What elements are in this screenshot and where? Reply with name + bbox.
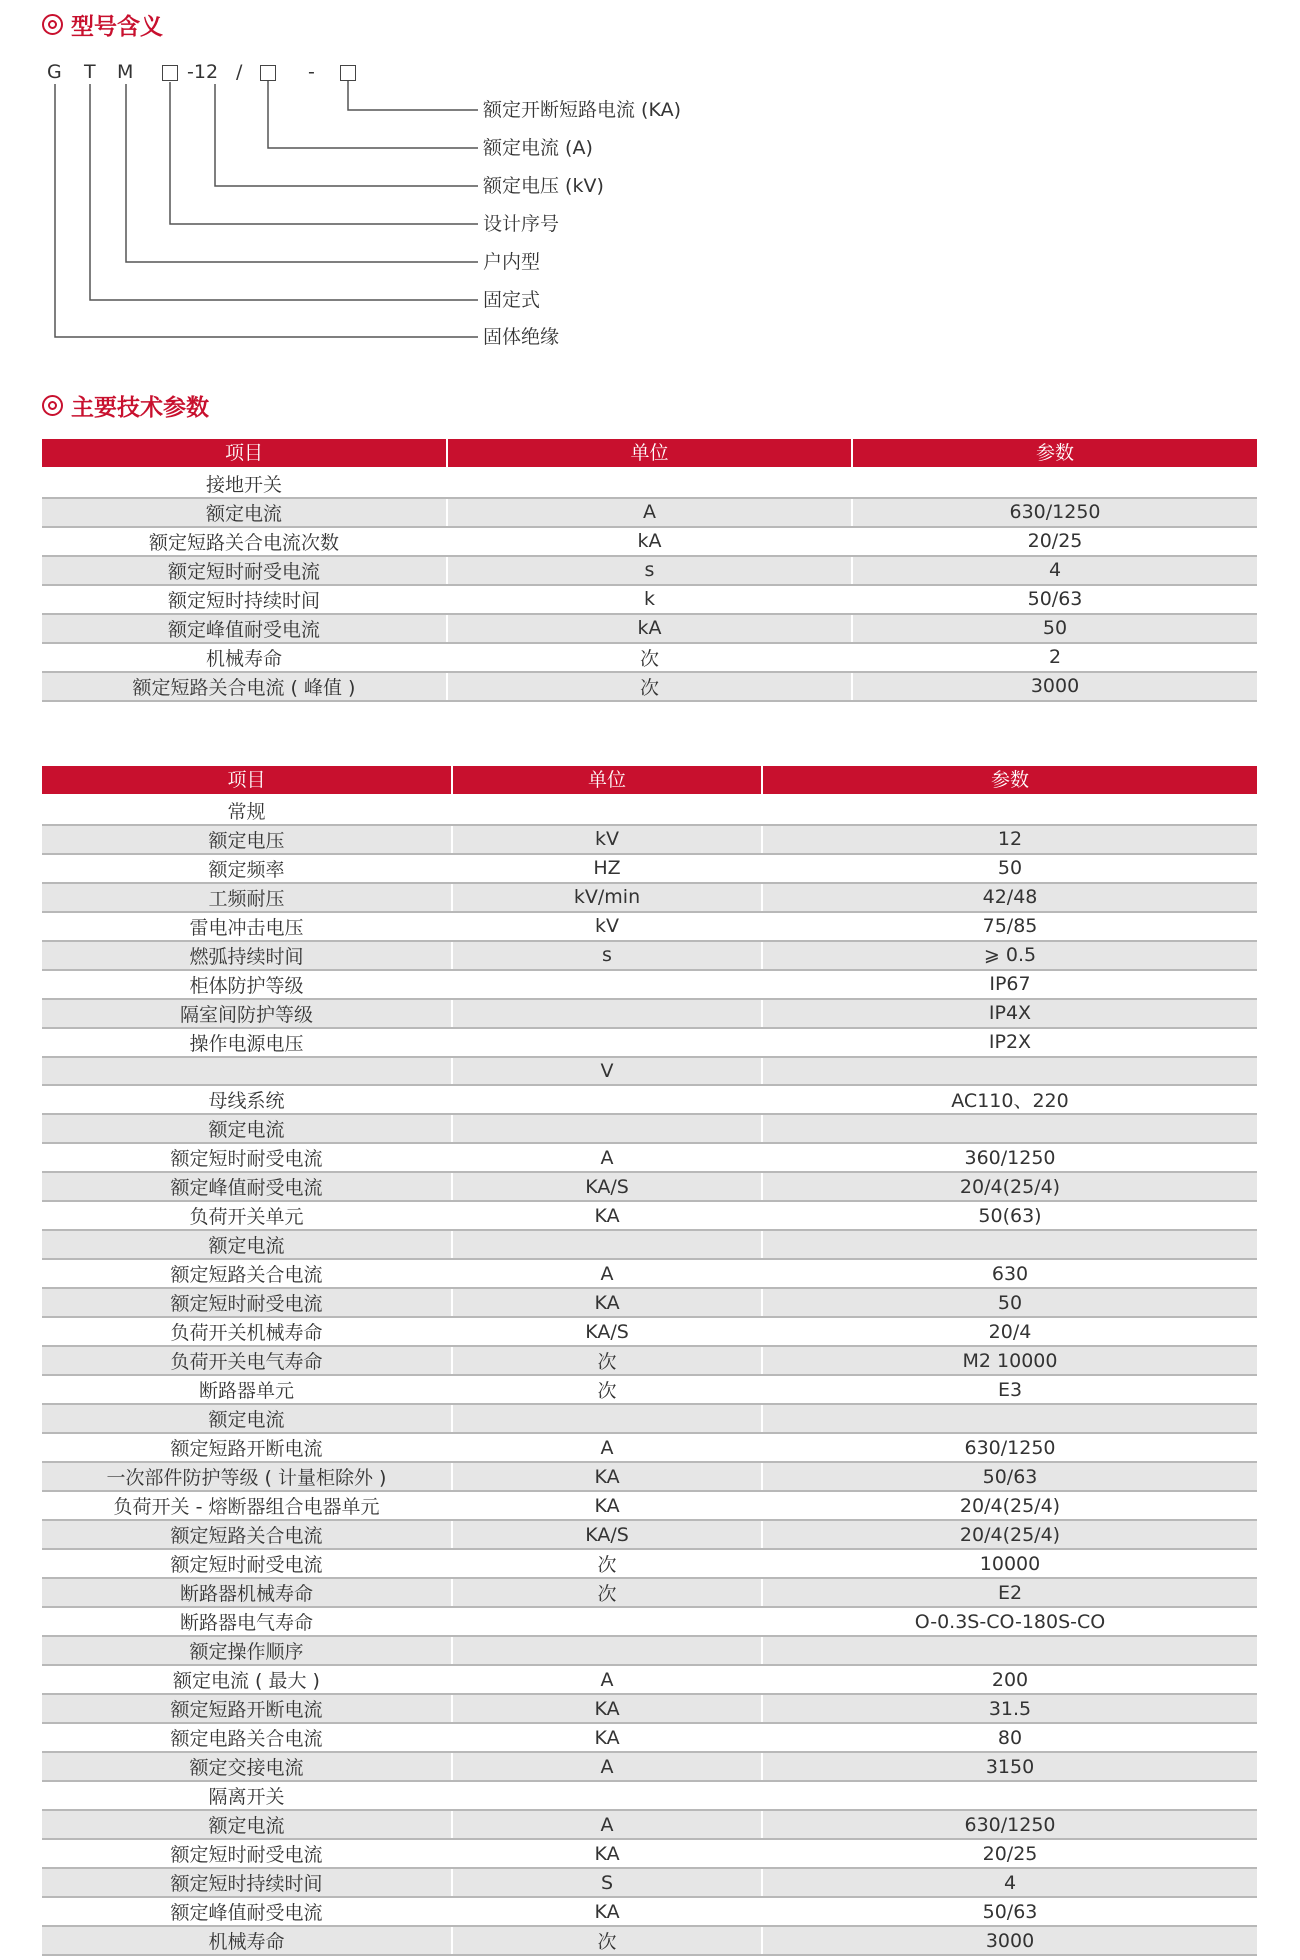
meaning-label-2: 额定电流 (A) [483,137,593,159]
cell-param [762,1057,1257,1086]
cell-param: 80 [762,1723,1257,1752]
cell-unit: kV [452,825,762,854]
cell-item: 断路器电气寿命 [42,1607,452,1636]
cell-unit: A [452,1143,762,1172]
cell-param [762,1404,1257,1433]
section-title-text: 型号含义 [71,13,163,40]
table-row [42,1665,1257,1694]
code-char-g: G [47,61,62,83]
cell-item: 额定电流 [42,498,447,527]
cell-item: 隔室间防护等级 [42,999,452,1028]
table-row [42,854,1257,883]
cell-param: 50(63) [762,1201,1257,1230]
table-row [42,1346,1257,1375]
code-char-slash: / [236,61,243,83]
table-body [42,795,1257,1955]
code-placeholder-box-3 [340,65,356,81]
cell-item: 接地开关 [42,468,447,498]
cell-unit [452,1114,762,1143]
cell-unit: KA [452,1491,762,1520]
table-row [42,883,1257,912]
cell-param: 20/25 [852,527,1257,556]
cell-item: 额定短时持续时间 [42,1868,452,1897]
cell-param: 4 [852,556,1257,585]
cell-unit: 次 [452,1346,762,1375]
meaning-label-6: 固定式 [483,289,541,311]
cell-unit: S [452,1868,762,1897]
table-row [42,1810,1257,1839]
cell-unit [447,468,852,498]
cell-item: 负荷开关单元 [42,1201,452,1230]
cell-param: 20/4(25/4) [762,1491,1257,1520]
cell-unit [452,1085,762,1114]
table-row [42,1752,1257,1781]
connector-line-4 [170,82,478,224]
cell-unit: A [452,1433,762,1462]
cell-unit: kV [452,912,762,941]
cell-item: 额定短时耐受电流 [42,1839,452,1868]
cell-item: 常规 [42,795,452,825]
cell-item: 额定短路开断电流 [42,1694,452,1723]
table-row [42,556,1257,585]
section-title-text: 主要技术参数 [71,394,209,421]
cell-unit: KA/S [452,1520,762,1549]
table-row [42,1230,1257,1259]
cell-param: 20/25 [762,1839,1257,1868]
cell-param: E2 [762,1578,1257,1607]
cell-item: 额定电流 [42,1114,452,1143]
code-char-voltage: -12 [187,61,219,83]
cell-unit: KA [452,1462,762,1491]
header-item: 项目 [42,766,452,795]
cell-param: 200 [762,1665,1257,1694]
table-row [42,1926,1257,1955]
cell-unit: 次 [452,1375,762,1404]
cell-param: 20/4 [762,1317,1257,1346]
double-circle-icon [42,395,63,416]
table-row [42,941,1257,970]
cell-param: 3150 [762,1752,1257,1781]
cell-unit: A [452,1665,762,1694]
cell-item: 负荷开关 - 熔断器组合电器单元 [42,1491,452,1520]
cell-item: 隔离开关 [42,1781,452,1810]
cell-param: M2 10000 [762,1346,1257,1375]
code-char-t: T [84,61,96,83]
spec-table-earthing-switch [42,439,1257,702]
cell-param: 50 [852,614,1257,643]
table-row [42,1520,1257,1549]
cell-item: 额定短时耐受电流 [42,1288,452,1317]
table-row [42,1868,1257,1897]
header-unit: 单位 [452,766,762,795]
connector-line-3 [215,84,478,186]
cell-unit: s [447,556,852,585]
cell-param: AC110、220 [762,1085,1257,1114]
meaning-label-4: 设计序号 [483,213,560,235]
table-row [42,1694,1257,1723]
cell-item: 负荷开关机械寿命 [42,1317,452,1346]
cell-unit: HZ [452,854,762,883]
cell-param: 31.5 [762,1694,1257,1723]
cell-item: 额定短时耐受电流 [42,556,447,585]
table-row [42,1085,1257,1114]
diagram-connector-lines [0,0,1300,360]
table-row [42,970,1257,999]
cell-item: 额定电流 [42,1230,452,1259]
cell-param: 75/85 [762,912,1257,941]
table-row [42,1462,1257,1491]
table-row [42,1259,1257,1288]
cell-unit: A [447,498,852,527]
table-header-row [42,439,1257,468]
cell-unit: A [452,1752,762,1781]
cell-item: 机械寿命 [42,1926,452,1955]
table-row [42,527,1257,556]
table-row [42,1578,1257,1607]
cell-item: 额定操作顺序 [42,1636,452,1665]
cell-param: 3000 [852,672,1257,701]
cell-item: 额定交接电流 [42,1752,452,1781]
cell-item: 燃弧持续时间 [42,941,452,970]
cell-unit [452,1028,762,1057]
cell-param: O-0.3S-CO-180S-CO [762,1607,1257,1636]
cell-unit: KA/S [452,1317,762,1346]
table-row [42,1317,1257,1346]
cell-unit [452,1230,762,1259]
code-char-dash: - [308,61,315,83]
cell-unit [452,795,762,825]
table-row [42,1723,1257,1752]
cell-param: IP2X [762,1028,1257,1057]
code-char-m: M [117,61,134,83]
cell-param: 630/1250 [852,498,1257,527]
cell-unit: KA/S [452,1172,762,1201]
cell-unit: 次 [452,1578,762,1607]
cell-unit: kA [447,527,852,556]
cell-param: 630 [762,1259,1257,1288]
cell-param [852,468,1257,498]
cell-param: 630/1250 [762,1433,1257,1462]
table-row [42,1433,1257,1462]
cell-param: 3000 [762,1926,1257,1955]
table-header-row [42,766,1257,795]
cell-item: 一次部件防护等级 ( 计量柜除外 ) [42,1462,452,1491]
cell-param: IP67 [762,970,1257,999]
model-code-diagram [0,0,1300,360]
cell-unit [452,999,762,1028]
cell-unit: 次 [452,1926,762,1955]
cell-unit [452,1404,762,1433]
cell-item: 额定短路开断电流 [42,1433,452,1462]
section-title-tech-params [42,389,209,421]
spec-table-general [42,766,1257,1956]
cell-item: 负荷开关电气寿命 [42,1346,452,1375]
cell-unit [452,1636,762,1665]
cell-item: 断路器机械寿命 [42,1578,452,1607]
cell-param: 10000 [762,1549,1257,1578]
meaning-label-5: 户内型 [483,251,541,273]
table-row [42,585,1257,614]
cell-item: 柜体防护等级 [42,970,452,999]
cell-param: E3 [762,1375,1257,1404]
table-row [42,825,1257,854]
cell-unit: KA [452,1897,762,1926]
cell-unit: kV/min [452,883,762,912]
table-row [42,1114,1257,1143]
cell-param: 50/63 [762,1897,1257,1926]
meaning-label-7: 固体绝缘 [483,326,560,348]
code-placeholder-box-2 [260,65,276,81]
cell-unit: kA [447,614,852,643]
table-row [42,643,1257,672]
cell-item: 额定峰值耐受电流 [42,1172,452,1201]
cell-item: 额定短路关合电流 [42,1520,452,1549]
table-row [42,1172,1257,1201]
cell-param: 50/63 [852,585,1257,614]
cell-unit: 次 [447,643,852,672]
cell-unit [452,1781,762,1810]
cell-item: 工频耐压 [42,883,452,912]
cell-item: 额定电路关合电流 [42,1723,452,1752]
header-param: 参数 [762,766,1257,795]
table-row [42,1781,1257,1810]
cell-unit: A [452,1259,762,1288]
cell-item [42,1057,452,1086]
cell-param: ⩾ 0.5 [762,941,1257,970]
cell-param: 4 [762,1868,1257,1897]
connector-line-1 [348,80,478,110]
cell-param [762,1114,1257,1143]
meaning-label-1: 额定开断短路电流 (KA) [483,99,681,121]
cell-item: 操作电源电压 [42,1028,452,1057]
cell-item: 额定短时耐受电流 [42,1143,452,1172]
cell-param [762,1781,1257,1810]
cell-item: 额定短路关合电流次数 [42,527,447,556]
cell-item: 额定短路关合电流 ( 峰值 ) [42,672,447,701]
cell-param: 360/1250 [762,1143,1257,1172]
table-row [42,999,1257,1028]
meaning-label-3: 额定电压 (kV) [483,175,604,197]
cell-param: 50/63 [762,1462,1257,1491]
table-row [42,498,1257,527]
table-row [42,1404,1257,1433]
table-row [42,614,1257,643]
table-row [42,1028,1257,1057]
connector-line-7 [55,84,478,337]
cell-unit: 次 [452,1549,762,1578]
cell-unit: V [452,1057,762,1086]
table-row [42,1288,1257,1317]
cell-unit [452,970,762,999]
table-row [42,672,1257,701]
cell-unit: A [452,1810,762,1839]
connector-line-6 [90,84,478,300]
header-item: 项目 [42,439,447,468]
table-row [42,1897,1257,1926]
table-row [42,1057,1257,1086]
cell-item: 额定频率 [42,854,452,883]
cell-item: 额定电压 [42,825,452,854]
cell-item: 机械寿命 [42,643,447,672]
header-param: 参数 [852,439,1257,468]
table-row [42,1201,1257,1230]
cell-unit: KA [452,1723,762,1752]
cell-unit: s [452,941,762,970]
cell-item: 额定短时持续时间 [42,585,447,614]
cell-unit: k [447,585,852,614]
header-unit: 单位 [447,439,852,468]
cell-item: 额定短时耐受电流 [42,1549,452,1578]
cell-unit: 次 [447,672,852,701]
cell-param: 2 [852,643,1257,672]
cell-item: 额定电流 [42,1810,452,1839]
table-row [42,1143,1257,1172]
table-row [42,468,1257,498]
cell-item: 额定峰值耐受电流 [42,1897,452,1926]
cell-item: 雷电冲击电压 [42,912,452,941]
cell-param: IP4X [762,999,1257,1028]
cell-item: 断路器单元 [42,1375,452,1404]
cell-param: 20/4(25/4) [762,1520,1257,1549]
cell-param: 42/48 [762,883,1257,912]
cell-param [762,795,1257,825]
cell-param: 630/1250 [762,1810,1257,1839]
table-row [42,1839,1257,1868]
table-row [42,912,1257,941]
table-row [42,1549,1257,1578]
table-row [42,1375,1257,1404]
cell-item: 额定峰值耐受电流 [42,614,447,643]
cell-item: 母线系统 [42,1085,452,1114]
table-row [42,1607,1257,1636]
cell-param [762,1230,1257,1259]
code-placeholder-box-1 [162,65,178,81]
table-row [42,1636,1257,1665]
cell-unit: KA [452,1288,762,1317]
cell-item: 额定电流 [42,1404,452,1433]
table-body [42,468,1257,701]
cell-param [762,1636,1257,1665]
cell-param: 12 [762,825,1257,854]
cell-item: 额定电流 ( 最大 ) [42,1665,452,1694]
cell-param: 50 [762,1288,1257,1317]
cell-unit: KA [452,1839,762,1868]
cell-unit [452,1607,762,1636]
cell-unit: KA [452,1694,762,1723]
table-row [42,1491,1257,1520]
cell-item: 额定短路关合电流 [42,1259,452,1288]
connector-line-2 [268,80,478,148]
table-row [42,795,1257,825]
cell-param: 20/4(25/4) [762,1172,1257,1201]
cell-param: 50 [762,854,1257,883]
cell-unit: KA [452,1201,762,1230]
